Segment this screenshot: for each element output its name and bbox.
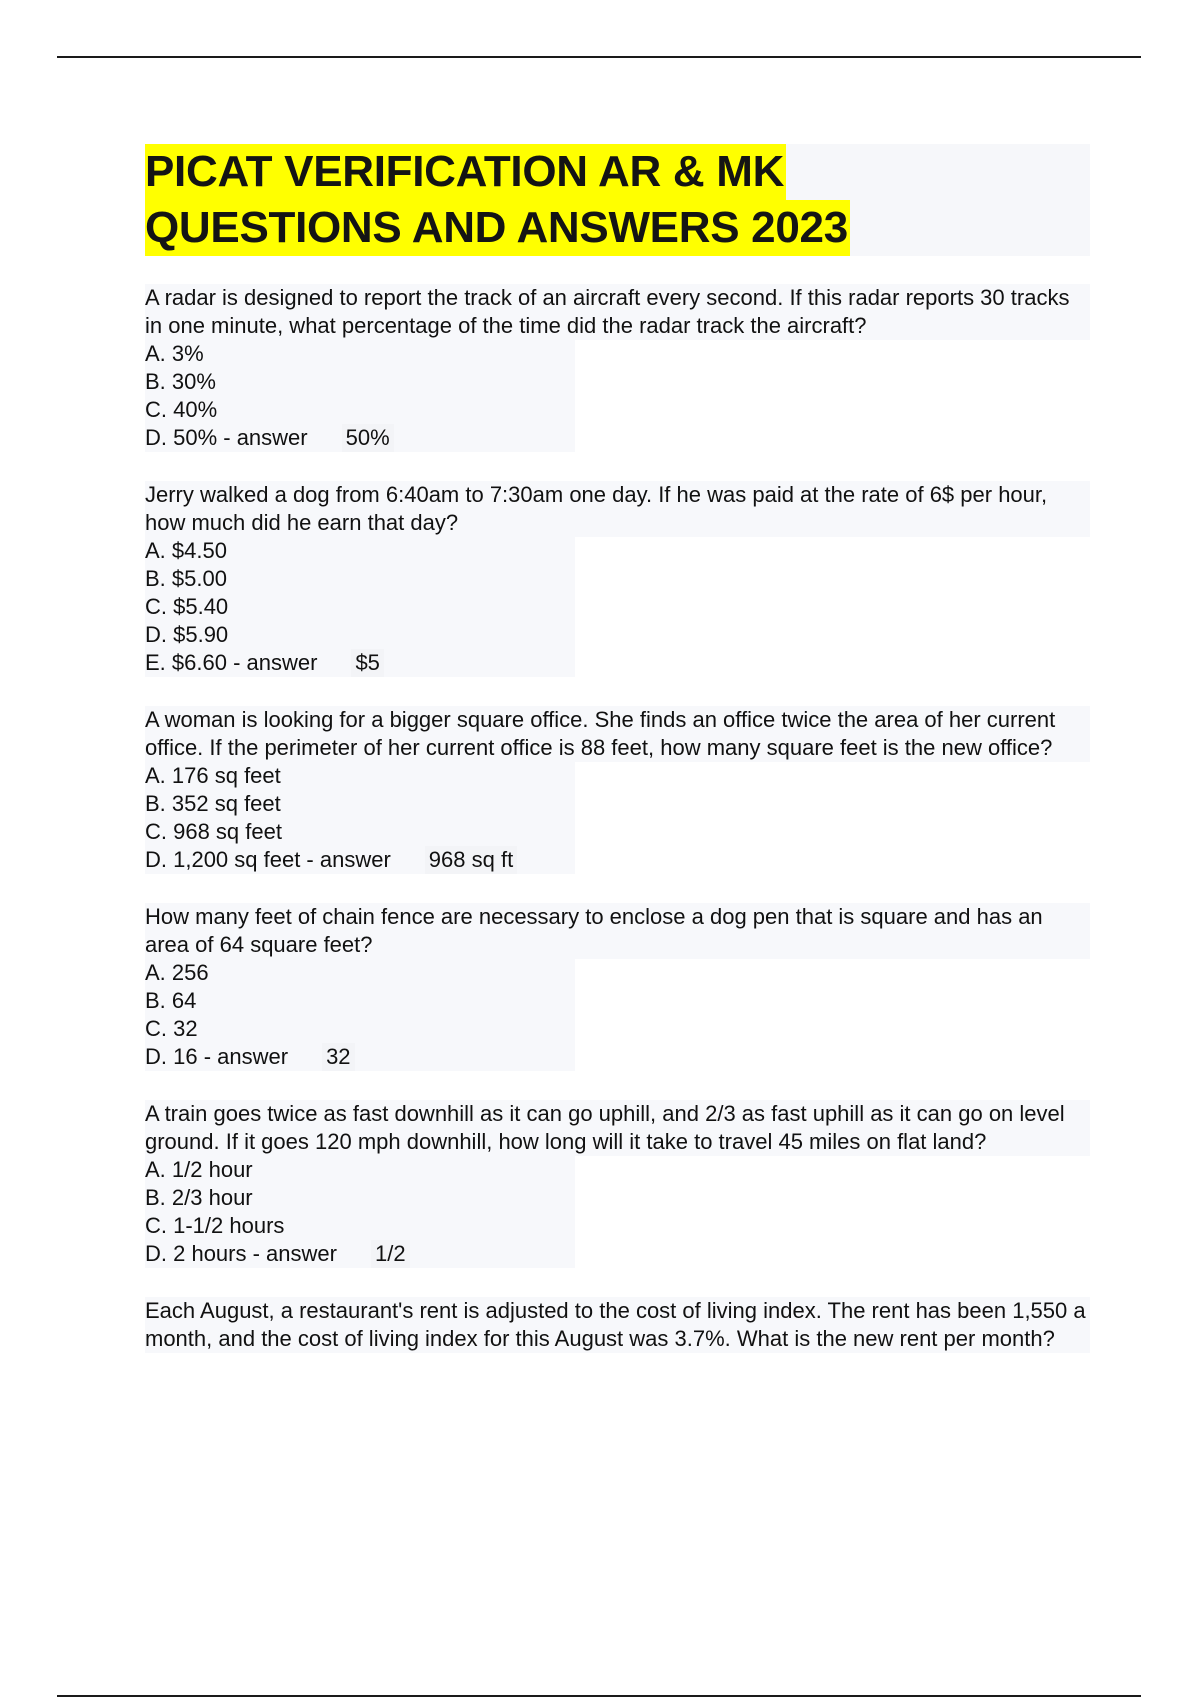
answer-option	[145, 340, 1090, 368]
answer-option	[145, 649, 1090, 677]
question-text: Jerry walked a dog from 6:40am to 7:30am one day. If he was paid at the rate of 6$ per hour, how much did he earn that day?	[145, 481, 1090, 537]
question-text: Each August, a restaurant's rent is adjusted to the cost of living index. The rent has been 1,550 a month, and the cost of living index for this August was 3.7%. What is the new rent per month?	[145, 1297, 1090, 1353]
option-label: D. $5.90	[145, 622, 229, 647]
option-label: D. 16 - answer	[145, 1044, 289, 1069]
title-line-2: QUESTIONS AND ANSWERS 2023	[145, 200, 850, 256]
option-label: A. 1/2 hour	[145, 1157, 253, 1182]
answer-option	[145, 621, 1090, 649]
option-label: B. 30%	[145, 369, 216, 394]
question-text: How many feet of chain fence are necessary to enclose a dog pen that is square and has an area of 64 square feet?	[145, 903, 1090, 959]
option-label: A. 176 sq feet	[145, 763, 281, 788]
option-label: B. $5.00	[145, 566, 227, 591]
answer-option	[145, 396, 1090, 424]
question-block	[145, 1100, 1090, 1268]
title-line-1: PICAT VERIFICATION AR & MK	[145, 144, 786, 200]
option-label: A. $4.50	[145, 538, 227, 563]
answer-option	[145, 790, 1090, 818]
option-label: A. 256	[145, 960, 209, 985]
option-label: B. 64	[145, 988, 197, 1013]
question-text: A woman is looking for a bigger square office. She finds an office twice the area of her current office. If the perimeter of her current office is 88 feet, how many square feet is the new office?	[145, 706, 1090, 762]
correct-answer: 50%	[342, 424, 394, 452]
question-block	[145, 706, 1090, 874]
question-text: A radar is designed to report the track of an aircraft every second. If this radar reports 30 tracks in one minute, what percentage of the time did the radar track the aircraft?	[145, 284, 1090, 340]
answer-option	[145, 1015, 1090, 1043]
bottom-rule	[57, 1695, 1141, 1697]
answer-option	[145, 1240, 1090, 1268]
question-block	[145, 1297, 1090, 1353]
correct-answer: 32	[322, 1043, 354, 1071]
option-label: C. 32	[145, 1016, 198, 1041]
answer-option	[145, 846, 1090, 874]
question-list	[145, 284, 1090, 1353]
correct-answer: 968 sq ft	[425, 846, 517, 874]
option-label: C. 968 sq feet	[145, 819, 282, 844]
answer-option	[145, 565, 1090, 593]
answer-option	[145, 762, 1090, 790]
option-label: D. 2 hours - answer	[145, 1241, 337, 1266]
correct-answer: 1/2	[371, 1240, 410, 1268]
question-block	[145, 284, 1090, 452]
answer-option	[145, 537, 1090, 565]
option-label: C. 1-1/2 hours	[145, 1213, 285, 1238]
top-rule	[57, 56, 1141, 58]
question-block	[145, 481, 1090, 677]
answer-option	[145, 1212, 1090, 1240]
answer-option	[145, 368, 1090, 396]
answer-option	[145, 593, 1090, 621]
question-block	[145, 903, 1090, 1071]
option-label: D. 1,200 sq feet - answer	[145, 847, 391, 872]
document-body	[145, 144, 1090, 1382]
option-label: B. 2/3 hour	[145, 1185, 253, 1210]
answer-option	[145, 1043, 1090, 1071]
document-title	[145, 144, 1090, 256]
option-label: E. $6.60 - answer	[145, 650, 318, 675]
option-label: D. 50% - answer	[145, 425, 308, 450]
answer-option	[145, 959, 1090, 987]
question-text: A train goes twice as fast downhill as it can go uphill, and 2/3 as fast uphill as it can go on level ground. If it goes 120 mph downhill, how long will it take to travel 45 miles on flat land?	[145, 1100, 1090, 1156]
answer-option	[145, 1156, 1090, 1184]
option-label: A. 3%	[145, 341, 204, 366]
option-label: B. 352 sq feet	[145, 791, 281, 816]
answer-option	[145, 987, 1090, 1015]
option-label: C. 40%	[145, 397, 218, 422]
answer-option	[145, 1184, 1090, 1212]
answer-option	[145, 818, 1090, 846]
correct-answer: $5	[351, 649, 383, 677]
option-label: C. $5.40	[145, 594, 229, 619]
answer-option	[145, 424, 1090, 452]
